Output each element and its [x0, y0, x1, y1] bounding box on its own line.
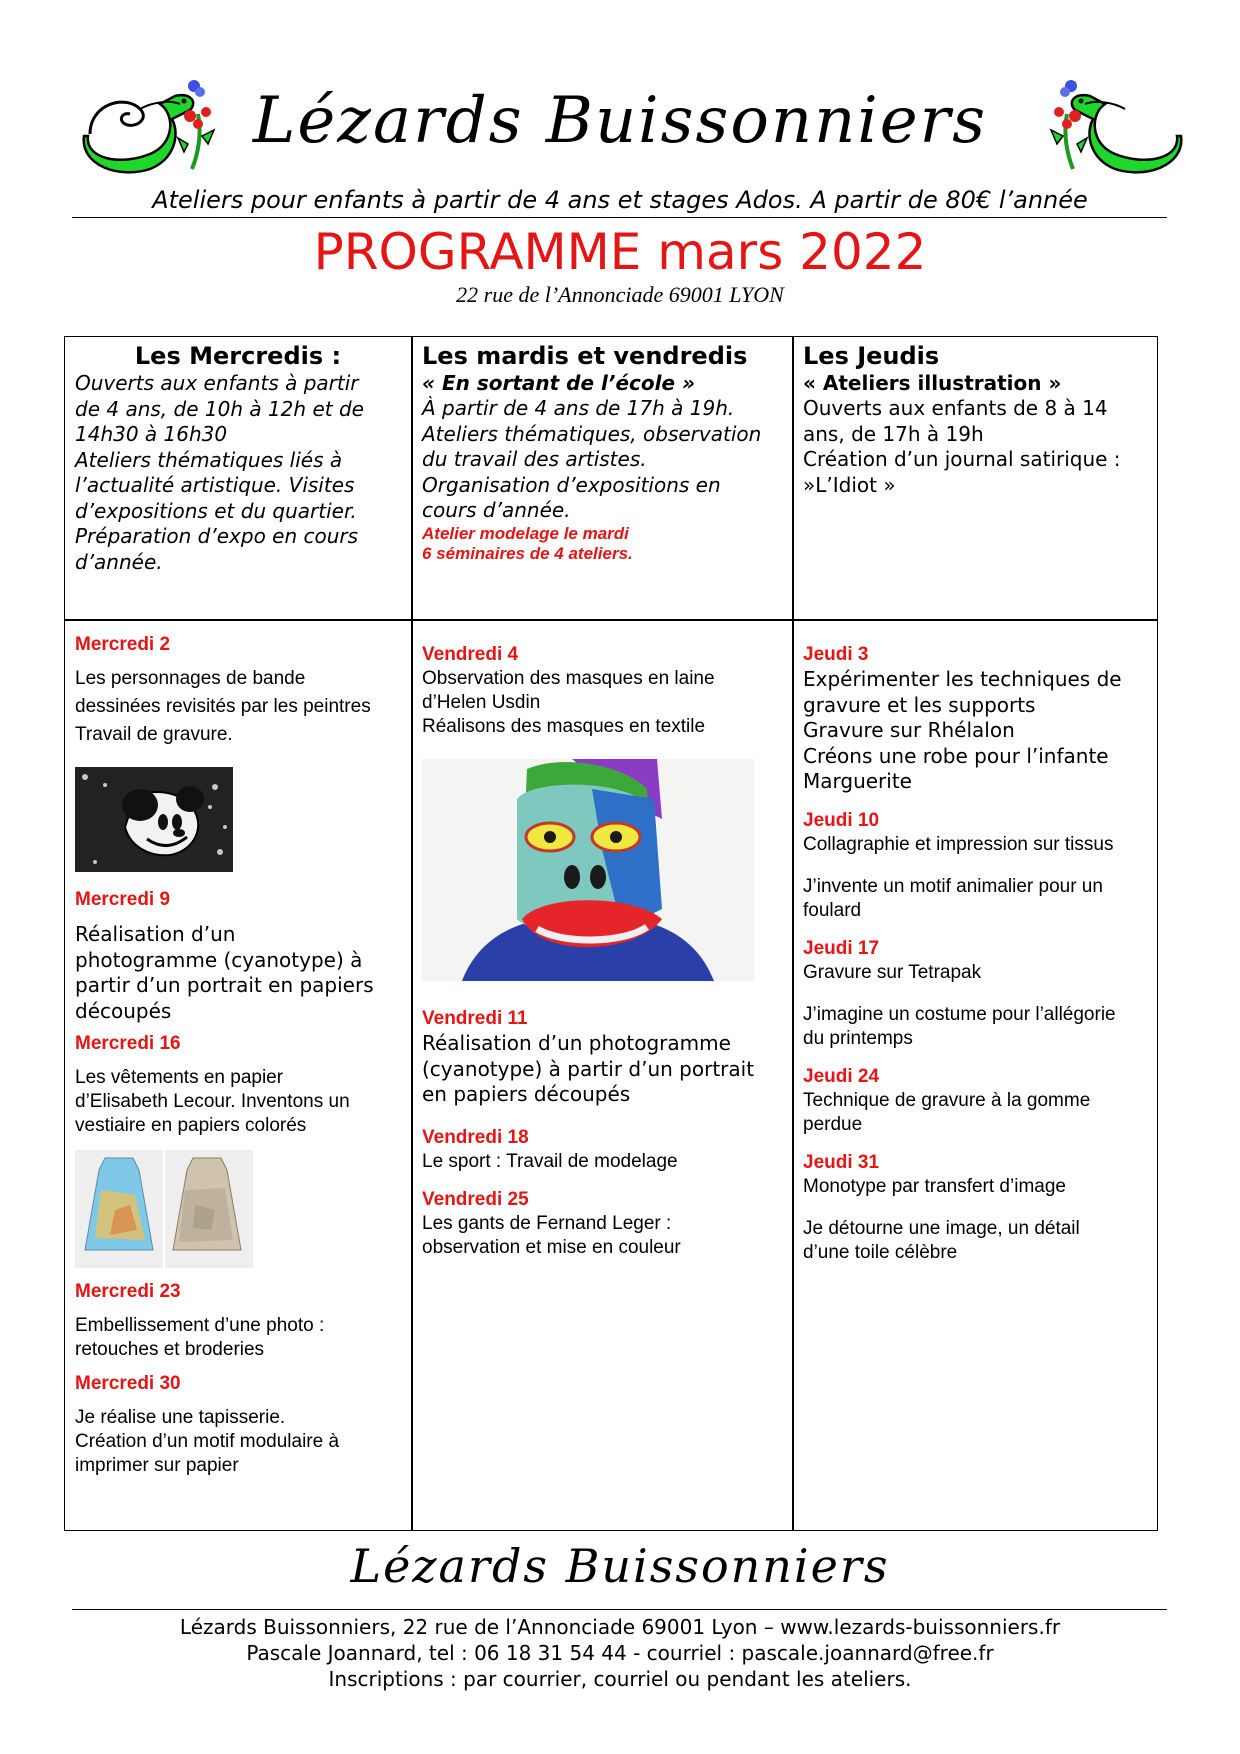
- event-description: [422, 667, 782, 739]
- event-line: J’invente un motif animalier pour un: [803, 875, 1103, 897]
- event-day: Vendredi 4: [422, 644, 519, 665]
- event-line: gravure et les supports: [803, 692, 1036, 717]
- event-line: (cyanotype) à partir d’un portrait: [422, 1056, 755, 1081]
- event-line: Réalisons des masques en textile: [422, 716, 706, 737]
- description-line: de 4 ans, de 10h à 12h et de: [75, 396, 364, 421]
- brand-title: Lézards Buissonniers: [252, 84, 988, 158]
- description-line: d’expositions et du quartier.: [75, 498, 357, 523]
- divider: [72, 217, 1167, 218]
- event-line: imprimer sur papier: [75, 1455, 239, 1476]
- description-line: Ouverts aux enfants de 8 à 14: [803, 396, 1108, 420]
- event-line: observation et mise en couleur: [422, 1236, 681, 1258]
- description-line: Création d’un journal satirique :: [803, 447, 1121, 471]
- event-line: Gravure sur Tetrapak: [803, 961, 982, 983]
- event-day: Mercredi 16: [75, 1033, 181, 1054]
- event-day: Jeudi 31: [803, 1151, 880, 1173]
- event-line: partir d’un portrait en papiers: [75, 973, 374, 997]
- description-line: »L’Idiot »: [803, 472, 896, 497]
- event-line: Les gants de Fernand Leger :: [422, 1212, 672, 1234]
- footer-contact-line: Pascale Joannard, tel : 06 18 31 54 44 - courriel : pascale.joannard@free.fr: [246, 1641, 994, 1665]
- description-line: Organisation d’expositions en: [422, 472, 721, 497]
- event-line: Collagraphie et impression sur tissus: [803, 833, 1114, 855]
- event-line: vestiaire en papiers colorés: [75, 1115, 307, 1136]
- event-line: retouches et broderies: [75, 1339, 265, 1360]
- jeudis-schedule: [793, 621, 1157, 1526]
- event-line: J’imagine un costume pour l’allégorie: [803, 1003, 1116, 1025]
- event-line: Gravure sur Rhélalon: [803, 718, 1015, 742]
- event-line: foulard: [803, 899, 862, 921]
- event-line: Technique de gravure à la gomme: [803, 1089, 1091, 1111]
- event-line: Créons une robe pour l’infante: [803, 743, 1109, 768]
- event-line: découpés: [75, 998, 172, 1023]
- event-line: du printemps: [803, 1027, 913, 1049]
- event-description: [803, 833, 1147, 857]
- event-line: Les personnages de bande: [75, 668, 306, 689]
- event-line: Je détourne une image, un détail: [803, 1217, 1080, 1239]
- column-description: [803, 396, 1147, 498]
- column-title: Les Jeudis: [803, 342, 940, 370]
- event-line: photogramme (cyanotype) à: [75, 947, 363, 972]
- event-description: [803, 667, 1147, 795]
- schedule-table: [64, 336, 1158, 1531]
- paper-dresses-image: [75, 1150, 253, 1268]
- event-line: Réalisation d’un: [75, 922, 236, 946]
- column-description: [422, 396, 782, 524]
- event-line: d’une toile célèbre: [803, 1241, 958, 1263]
- description-line: d’année.: [75, 549, 163, 574]
- event-extra: [803, 1217, 1147, 1265]
- event-line: Création d’un motif modulaire à: [75, 1431, 340, 1452]
- event-description: [422, 1150, 782, 1174]
- mardis-vendredis-header: [412, 337, 792, 619]
- tagline: Ateliers pour enfants à partir de 4 ans et stages Ados. A partir de 80€ l’année: [152, 186, 1088, 214]
- event-line: Marguerite: [803, 769, 912, 793]
- event-description: [803, 1089, 1147, 1137]
- event-line: Expérimenter les techniques de: [803, 667, 1122, 691]
- description-line: cours d’année.: [422, 498, 571, 522]
- address: 22 rue de l’Annonciade 69001 LYON: [456, 282, 784, 307]
- event-line: Travail de gravure.: [75, 724, 233, 745]
- knitted-mask-image: [422, 759, 754, 981]
- divider: [72, 1609, 1167, 1610]
- event-day: Jeudi 3: [803, 644, 869, 665]
- description-line: ans, de 17h à 19h: [803, 421, 984, 446]
- event-description: [803, 1175, 1147, 1199]
- event-day: Vendredi 18: [422, 1126, 529, 1148]
- column-title: Les mardis et vendredis: [422, 342, 748, 370]
- footer-contact-line: Lézards Buissonniers, 22 rue de l’Annonciade 69001 Lyon – www.lezards-buissonniers.fr: [179, 1615, 1061, 1639]
- column-subtitle: « Ateliers illustration »: [803, 371, 1062, 395]
- event-line: perdue: [803, 1113, 863, 1135]
- event-description: [422, 1212, 782, 1260]
- mercredis-schedule: [65, 621, 411, 1526]
- note: Atelier modelage le mardi: [422, 523, 629, 543]
- event-day: Vendredi 25: [422, 1188, 529, 1210]
- event-line: d’Helen Usdin: [422, 692, 541, 713]
- event-line: Réalisation d’un photogramme: [422, 1031, 731, 1055]
- event-extra: [803, 1003, 1147, 1051]
- event-line: Les vêtements en papier: [75, 1067, 284, 1088]
- note: 6 séminaires de 4 ateliers.: [422, 543, 633, 563]
- jeudis-header: [793, 337, 1157, 619]
- description-line: Ouverts aux enfants à partir: [75, 371, 359, 395]
- column-title: Les Mercredis :: [134, 342, 342, 370]
- event-description: [75, 1406, 401, 1478]
- event-day: Jeudi 24: [803, 1065, 880, 1087]
- description-line: Ateliers thématiques, observation: [422, 421, 762, 446]
- description-line: 14h30 à 16h30: [75, 422, 228, 446]
- description-line: À partir de 4 ans de 17h à 19h.: [422, 396, 735, 420]
- event-description: [75, 665, 401, 749]
- event-day: Mercredi 9: [75, 889, 171, 910]
- event-line: d’Elisabeth Lecour. Inventons un: [75, 1091, 350, 1112]
- event-day: Vendredi 11: [422, 1008, 528, 1029]
- column-description: [75, 371, 401, 575]
- event-extra: [803, 875, 1147, 923]
- mickey-engraving-image: [75, 767, 233, 872]
- event-line: Observation des masques en laine: [422, 668, 715, 689]
- event-line: dessinées revisités par les peintres: [75, 696, 371, 717]
- description-line: Ateliers thématiques liés à: [75, 447, 343, 472]
- description-line: Préparation d’expo en cours: [75, 524, 359, 548]
- event-line: en papiers découpés: [422, 1082, 631, 1106]
- event-description: [803, 961, 1147, 985]
- event-day: Jeudi 10: [803, 809, 880, 831]
- footer-brand: Lézards Buissonniers: [350, 1539, 890, 1593]
- event-line: Monotype par transfert d’image: [803, 1175, 1066, 1197]
- description-line: l’actualité artistique. Visites: [75, 473, 355, 497]
- mercredis-header: [65, 337, 411, 619]
- footer-registration-line: Inscriptions : par courrier, courriel ou pendant les ateliers.: [328, 1667, 912, 1691]
- programme-title: PROGRAMME mars 2022: [313, 223, 927, 281]
- vendredis-schedule: [412, 621, 792, 1526]
- event-description: [75, 922, 401, 1024]
- event-day: Mercredi 2: [75, 634, 171, 655]
- event-description: [75, 1066, 401, 1138]
- event-description: [422, 1031, 782, 1108]
- event-line: Embellissement d’une photo :: [75, 1315, 325, 1336]
- event-description: [75, 1314, 401, 1362]
- event-line: Je réalise une tapisserie.: [75, 1407, 286, 1428]
- description-line: du travail des artistes.: [422, 447, 647, 471]
- event-line: Le sport : Travail de modelage: [422, 1150, 678, 1172]
- column-subtitle: « En sortant de l’école »: [422, 371, 695, 395]
- event-day: Mercredi 23: [75, 1281, 181, 1302]
- event-day: Mercredi 30: [75, 1373, 181, 1394]
- event-day: Jeudi 17: [803, 937, 880, 959]
